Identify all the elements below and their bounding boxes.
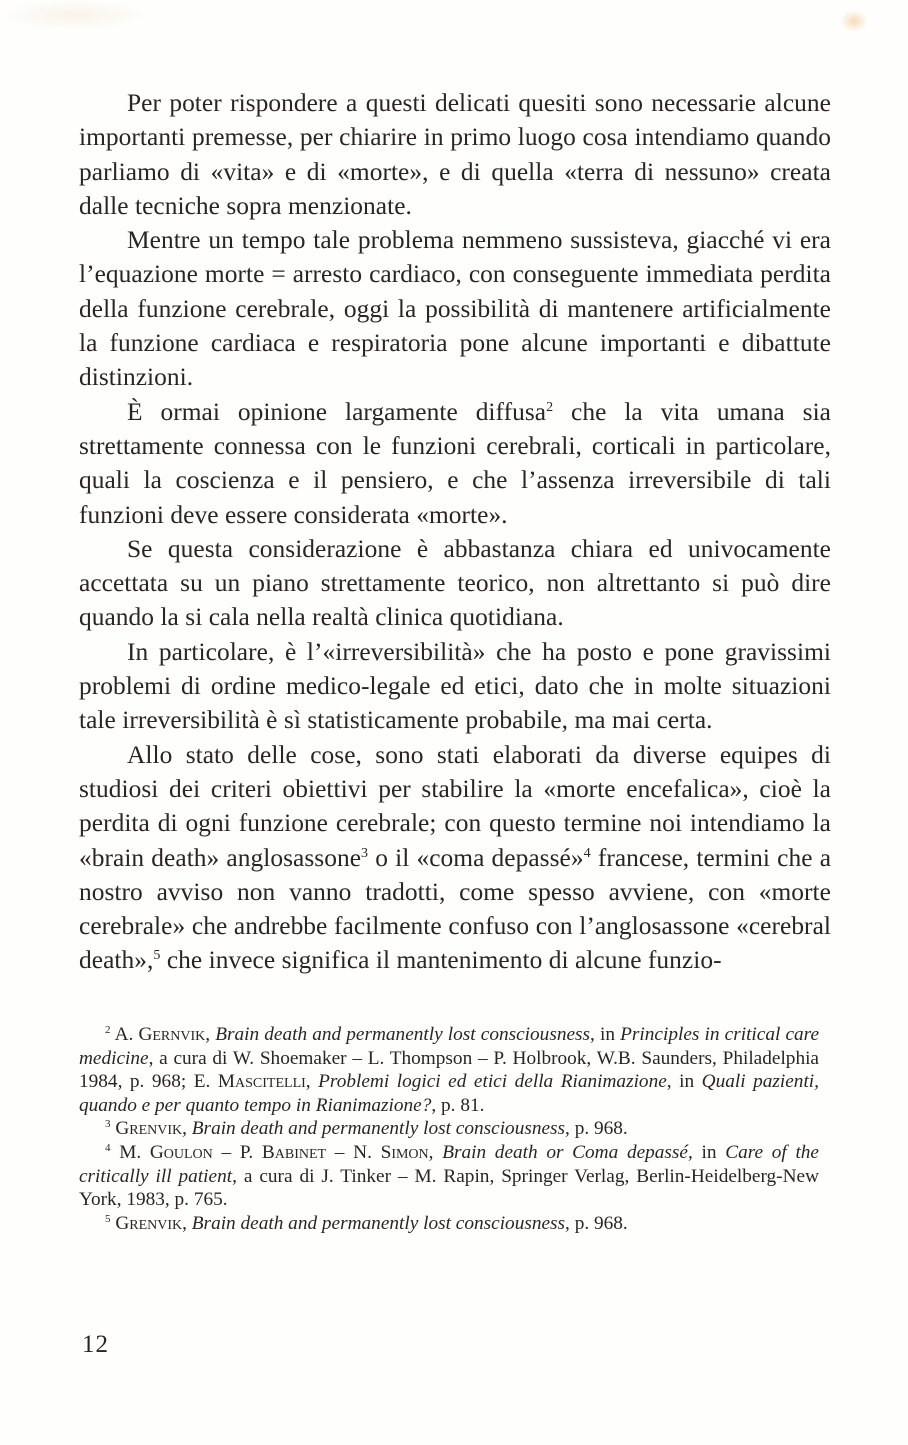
paragraph: Mentre un tempo tale problema nemmeno sussisteva, giacché vi era l’equazione morte = arresto cardiaco, con conseguente immediata perdita della funzione cerebrale, oggi la possibilità di mantenere artificialmente la funzione cardiaca e respiratoria pone alcune importanti e dibattute distinzioni.: [79, 226, 831, 392]
author-name: Simon: [380, 1141, 429, 1163]
footnote-ref: 5: [153, 948, 161, 964]
paragraph: È ormai opinione largamente diffusa$^2$ che la vita umana sia strettamente connessa con le funzioni cerebrali, corticali in particolare, quali la coscienza e il pensiero, e che l’assenza irreversibile di tali funzioni deve essere considerata «morte».: [79, 397, 831, 529]
italic-title: Brain death and permanently lost consciousness: [215, 1024, 591, 1045]
page-number: 12: [82, 1331, 109, 1358]
italic-title: Principles in critical care medicine: [79, 1024, 820, 1069]
paragraph: Se questa considerazione è abbastanza chiara ed univocamente accettata su un piano strettamente teorico, non altrettanto si può dire quando la si cala nella realtà clinica quotidiana.: [79, 534, 831, 632]
paragraph: In particolare, è l’«irreversibilità» che ha posto e pone gravissimi problemi di ordine medico-legale ed etici, dato che in molte situazioni tale irreversibilità è sì statisticamente probabile, ma mai certa.: [79, 637, 831, 735]
footnote-ref: 2: [546, 399, 554, 415]
italic-title: Problemi logici ed etici della Rianimazione: [318, 1071, 667, 1093]
footnote-ref: 4: [583, 845, 591, 861]
italic-title: Quali pazienti, quando e per quanto tempo in Rianimazione?: [79, 1071, 819, 1116]
paper-stain: [0, 0, 150, 30]
footnote: $^4$ M. Goulon – P. Babinet – N. Simon, Brain death or Coma depassé, in Care of the critically ill patient, a cura di J. Tinker – M. Rapin, Springer Verlag, Berlin-Heidelberg-New York, 1983, p. 765.: [79, 1141, 819, 1211]
paragraph: Allo stato delle cose, sono stati elaborati da diverse equipes di studiosi dei criteri obiettivi per stabilire la «morte encefalica», cioè la perdita di ogni funzione cerebrale; con questo termine noi intendiamo la «brain death» anglosassone$^3$ o il «coma depassé»$^4$ francese, termini che a nostro avviso non vanno tradotti, come spesso avviene, con «morte cerebrale» che andrebbe facilmente confuso con l’anglosassone «cerebral death»,$^5$ che invece significa il mantenimento di alcune funzio-: [79, 740, 832, 975]
italic-title: Brain death and permanently lost consciousness: [191, 1118, 566, 1140]
footnote-ref: 5: [105, 1212, 111, 1225]
footnotes: [79, 1023, 819, 1235]
paragraph: Per poter rispondere a questi delicati quesiti sono necessarie alcune importanti premesse, per chiarire in primo luogo cosa intendiamo quando parliamo di «vita» e di «morte», e di quella «terra di nessuno» creata dalle tecniche sopra menzionate.: [79, 89, 831, 220]
author-name: Grenvik: [115, 1118, 183, 1140]
footnote-ref: 4: [105, 1141, 111, 1154]
italic-title: Care of the critically ill patient: [79, 1141, 819, 1187]
footnote: $^5$ Grenvik, Brain death and permanently lost consciousness, p. 968.: [105, 1212, 628, 1234]
footnote: $^3$ Grenvik, Brain death and permanently lost consciousness, p. 968.: [105, 1118, 628, 1140]
italic-title: Brain death and permanently lost consciousness: [191, 1212, 566, 1234]
footnote-ref: 3: [105, 1118, 111, 1131]
author-name: Grenvik: [115, 1212, 183, 1234]
paper-stain: [840, 10, 868, 32]
footnote-ref: 2: [105, 1024, 111, 1036]
author-name: Gernvik: [138, 1024, 206, 1045]
author-name: Goulon: [149, 1141, 213, 1163]
italic-title: Brain death or Coma depassé: [442, 1141, 688, 1163]
footnote: $^2$ A. Gernvik, Brain death and permanently lost consciousness, in Principles in critical care medicine, a cura di W. Shoemaker – L. Thompson – P. Holbrook, W.B. Saunders, Philadelphia 1984, p. 968; E. Mascitelli, Problemi logici ed etici della Rianimazione, in Quali pazienti, quando e per quanto tempo in Rianimazione?, p. 81.: [79, 1024, 820, 1116]
footnote-ref: 3: [361, 845, 369, 861]
body-text: [79, 86, 831, 978]
author-name: Babinet: [261, 1141, 327, 1163]
author-name: Mascitelli: [217, 1071, 306, 1093]
